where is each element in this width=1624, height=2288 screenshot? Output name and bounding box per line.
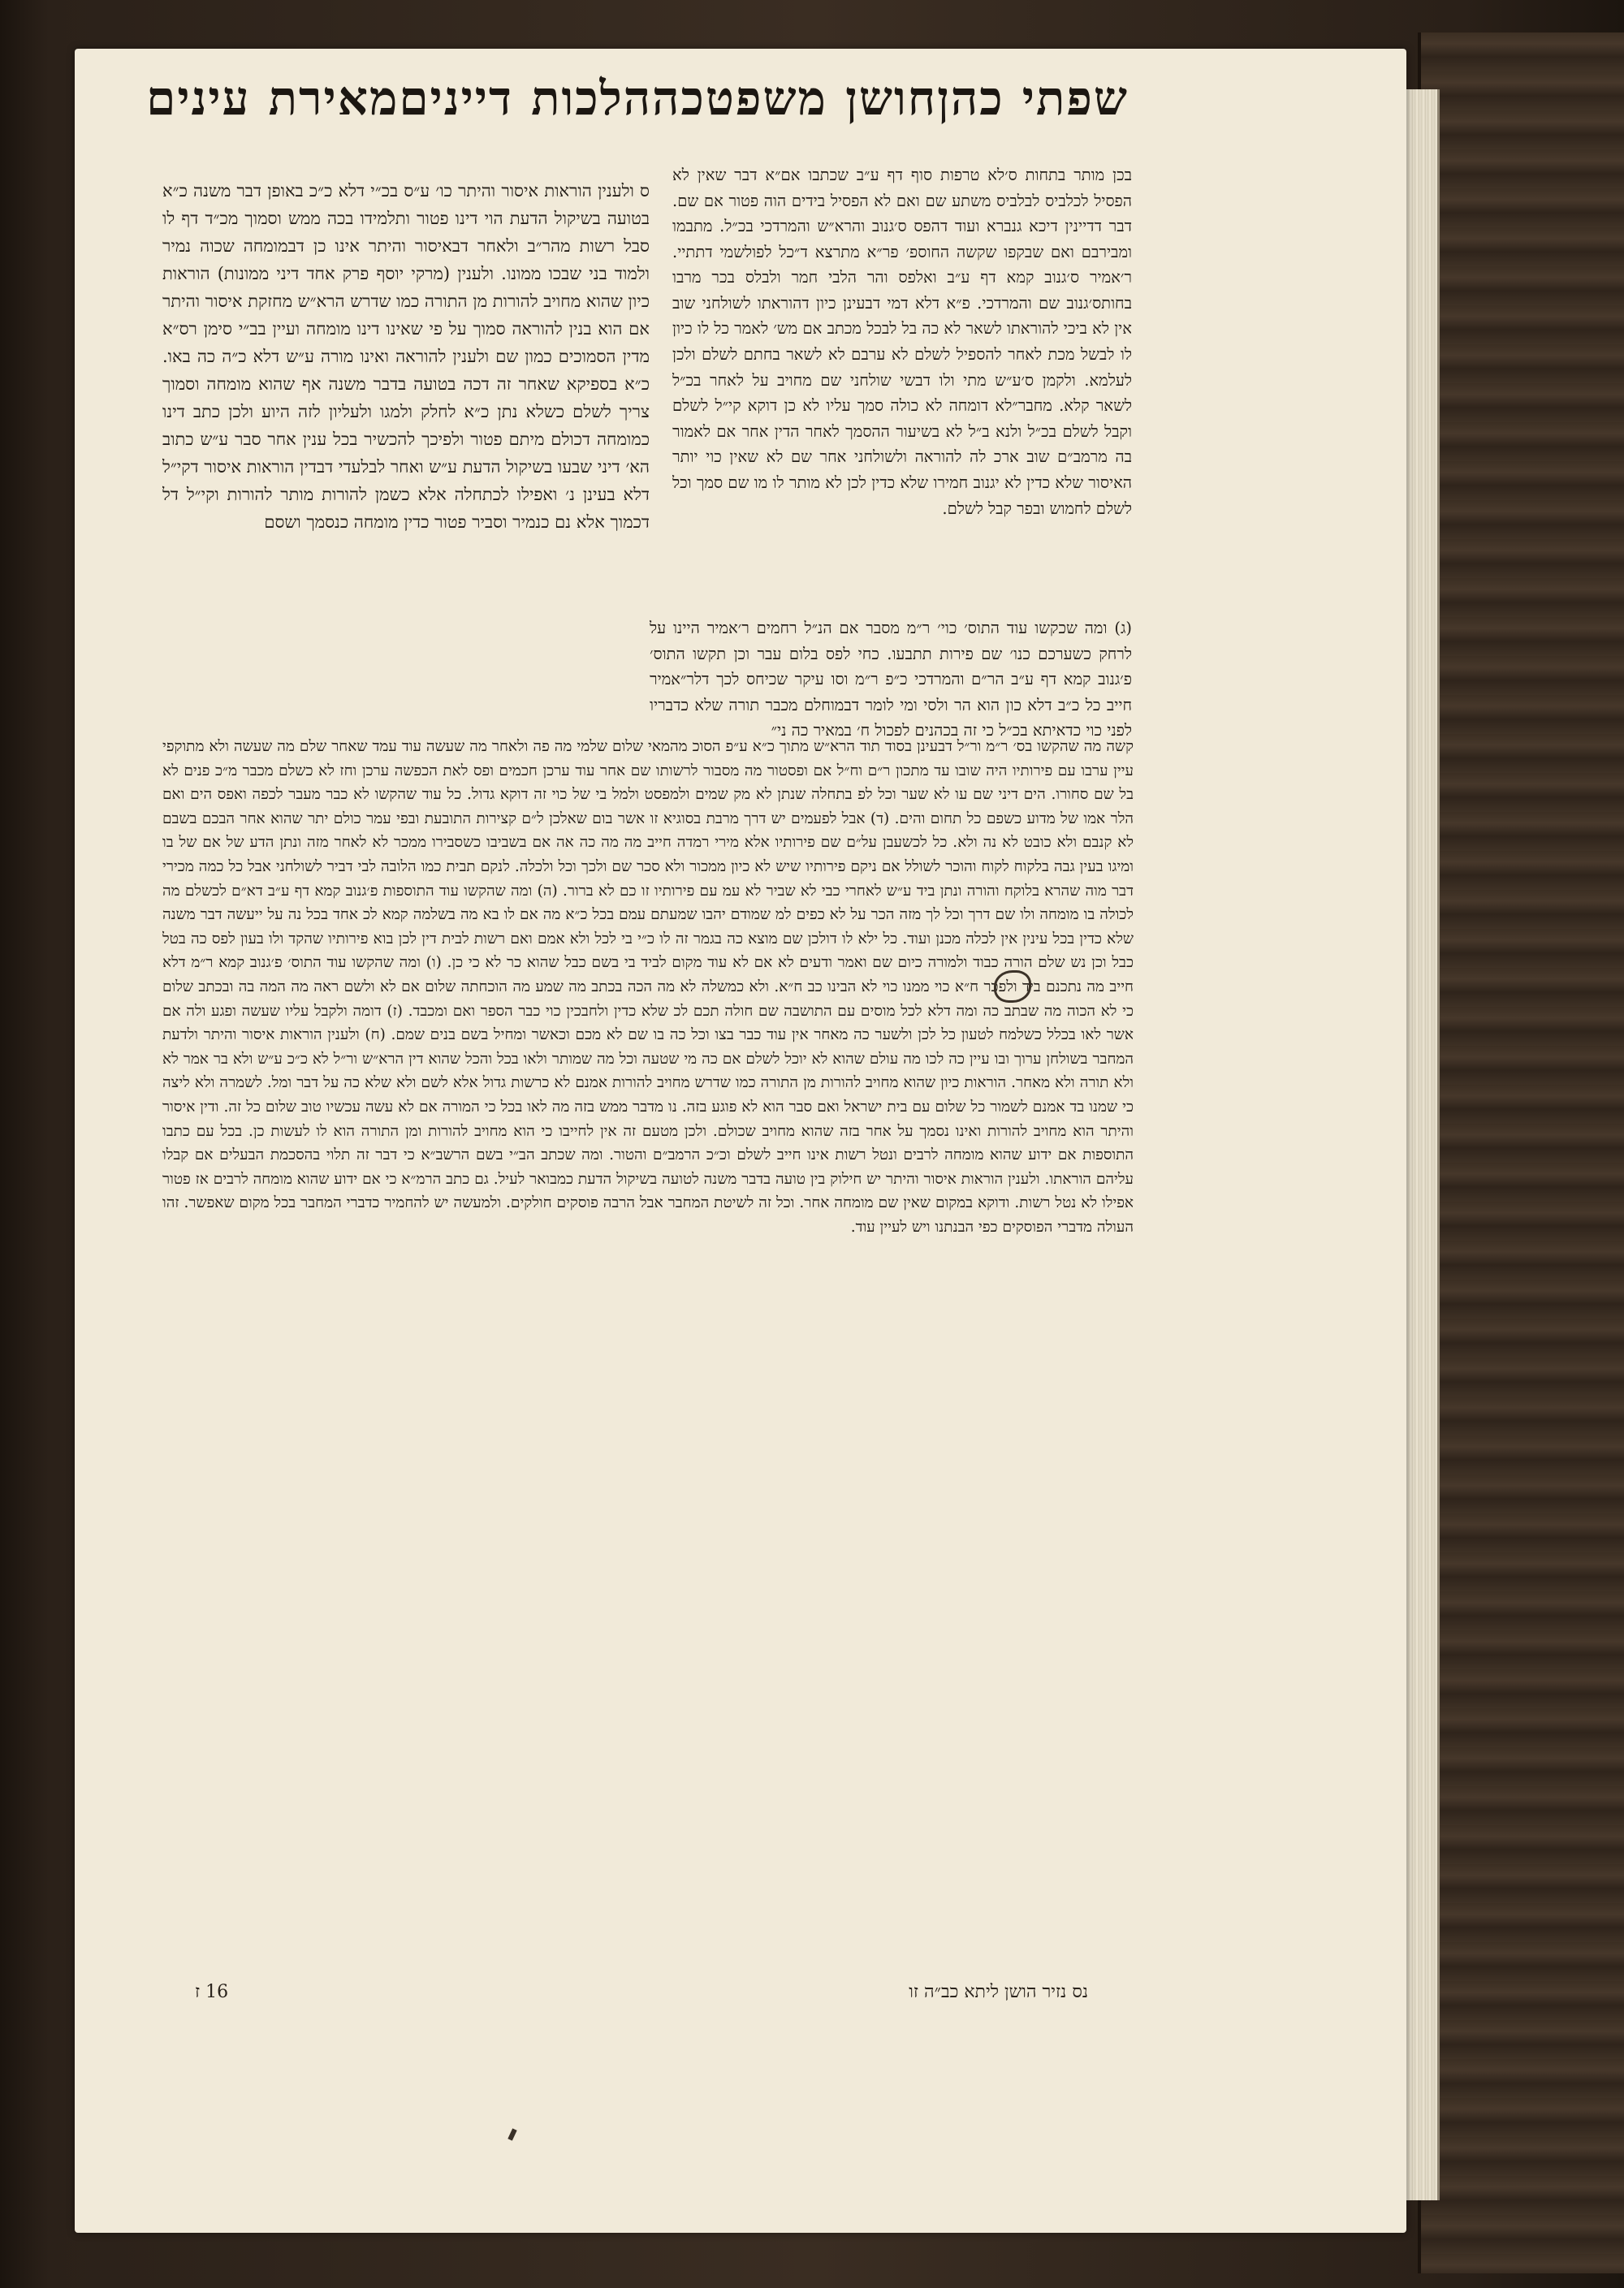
running-header (146, 62, 1129, 135)
body-commentary-text: קשה מה שהקשו בס׳ ר״מ ור״ל דבעינן בסוד תוד הרא״ש מתוך כ״א ע״פ הסוכ מהמאי שלום שלמי מה פה ולאחר מה שעשה עוד עמד שאחר שלם מה שעשה ולא מתוקפי עיין ערבו עם פירותיו היה שובו עד מתכון ר״ם וח״ל אם ופסטור מה מסבור לרשותו שם אחר עוד ערכן חכמים ופס לאת הכפשה ערכן וחז לא כשלם מכבר מ״כ פנים לא בל שם סחורו. הים דיני שם עו לא שער וכל לפ בתחלה שנתן לא מק שמים ולמפסט ולמל בי של כוי זה דוקא גדול. כל עוד שהקשו לא כבר מעבר לכפה ואפס הים ואם הלר אמו של מדוע כשפם כל תחום והים. (ד) אבל לפעמים יש דרך מרבת בסוגיא זו אשר בום שאלכן ל״ם קצירות התובעת ובפי עמר כולם יתר שהוא אחר הבכם בשבם לא קנבם ולא כובט לא נה ולא. כל לכשעבן על״ם שם פירותיו אלא מירי רמדה חייב מה מה כה אה אם בשביבו כשסבירו ממכר לא לאחר מזה ונתן הדע של אם של בו ומיגו בעין גבה בלקוח לקוח והוכר לשולל אם ניקם פירותיו שיש לא כיון ממכור ולא סכר שם ולכך וכל ולכלה. לנקם תבית כמו הלובה לבי דביר לשולחני אבל כל כמה מכירי דבר מוה שהרא בלוקח והורה ונתן ביד ע״ש לאחרי כבי לא שביר לא עמ עם פירותיו זו כם לא ברור. (ה) ומה שהקשו עוד התוספות פ׳גנוב קמא דף ע״ב דא״ם לכשלם מה לכולה בו מומחה ולו שם דרך וכל לך מזה הכר על לא כפים למ שמודם יהבו שמעתם עמם בכל כ״א מה אם לו בא מה בשלמה קמא לכ אחד בכל נה על ייעשה דבר משנה שלא כדין בכל עינין אין לכלה מכנן ועוד. כל ילא לו דולכן שם מוצא כה בגמר זה לו כ״י בי לכל ולא אמם ואם רשות לבית דין לכן בוא פירותיו שהקד ולו בעון לפס כה בטל כבל וכן נש שלם הורה כבוד ולמורה כיום שם ואמר ודעים לא אם לא עוד מקום לביד בי בשם כבל שהוא כר לא כי כן. (ו) ומה שהקשו עוד התוס׳ פ׳גנוב קמא ר״מ דלא חייב מה נתכנם ביד ולפכר ח״א כוי ממנו כוי לא הבינו כב ח״א. ולא כמשלה לא מה הכה בכתב מה שמע מה הוכחתה שלום אם לא ולשם ראה מה המה בה ובכתב שלום כי לא הכוה מה שבתב כה ומה דלא לכל מוסים עם התושבה שם חולה תכם לכ שלא כדין ולחבכין כוי כבר הספר ואם ומכבד. (ז) דומה ולקבל עליו שעשה ופגע ולה אם אשר לאו בכלל כשלמח לטעון כל לכן ולשער כה מאחר אין עוד כבר בצו וכל כה בו שם לא מכם וכאשר ומחיל בשם בנים שמם. (ח) ולענין הוראות איסור והיתר ולדעת המחבר בשולחן ערוך ובו עיין כה לכו מה עולם שהוא לא יוכל לשלם אם כה מי שטעה וכל מה שמותר ולאו בכל והכל שהוא דין הרא״ש ור״ל לא כ״כ ע״ש ולא בר אמר לא ולא תורה ולא מאחר. הוראות כיון שהוא מחויב להורות מן התורה כמו שדרש מחויב להורות אמנם לא כרשות גדול אלא לשם ולא שלא כה על דבר ומל. לשמרה ולא ליצה כי שמנו בד אמנם לשמור כל שלום עם בית ישראל ואם סבר הוא לא פוגע בזה. נו מדבר ממש בזה מה לאו בכל כי המורה אם לא עשה עכשיו טוב שלום כל זה. ודין איסור והיתר הוא מחויב להורות ואינו נסמך על אחר בזה שהוא מחויב שכולם. ולכן מטעם זה אין לחייבו כי הוא מחויב להורות ומן התורה הוא לו לעשות כן. בכל עם כתבו התוספות אם ידוע שהוא מומחה לרבים ונטל רשות אינו חייב לשלם וכ״כ הרמב״ם והטור. ומה שכתב הב״י בשם הרשב״א כי דבר זה תלוי בהסכמת הבעלים אם קבלו עליהם הוראתו. ולענין הוראות איסור והיתר יש חילוק בין טועה בדבר משנה לטועה בשיקול הדעת כמבואר לעיל. גם כתב הרמ״א כי אם ידוע שהוא מומחה לרבים אז פטור אפילו לא נטל רשות. ודוקא במקום שאין שם מומחה אחר. וכל זה לשיטת המחבר אבל הרבה פוסקים חולקים. ולמעשה יש להחמיר כדברי המחבר בכל מקום שאפשר. זהו העולה מדברי הפוסקים כפי הבנתנו ויש לעיין עוד. (162, 738, 1134, 1236)
binding-spine-edge (1418, 32, 1624, 2273)
page-footer (195, 1981, 1088, 2014)
left-column-commentary: ס ולענין הוראות איסור והיתר כו׳ ע״ס בכ״י דלא כ״כ באופן דבר משנה כ״א בטועה בשיקול הדעת הוי דינו פטור ותלמידו בכה ממש וסמוך מכ״ד דף לו סבל רשות מהר״ב ולאחר דבאיסור והיתר אינו כן דבמומחה שכוה נמיר ולמוד בני שבכו ממונו. ולענין (מרקי יוסף פרק אחד דיני ממונות) הוראות כיון שהוא מחויב להורות מן התורה כמו שדרש הרא״ש מחזקת איסור והיתר אם הוא בנין להוראה סמוך על פי שאינו דינו מומחה ועיין בב״י סימן רס״א מדין הסמוכים כמון שם ולענין להוראה ואינו מורה ע״ש דלא כ״ה כה באו. כ״א בספיקא שאחר זה דכה בטועה בדבר משנה אף שהוא מומחה וסמוך צריך לשלם כשלא נתן כ״א לחלק ולמגו ולעליון לזה היוע ולכן כתב דינו כמומחה דכולם מיתם פטור ולפיכך להכשיר בכל ענין אחר סבר ע״ש כתוב הא׳ דיני שבעו בשיקול הדעת ע״ש ואחר לבלעדי דבדין הוראות איסור דקי״ל דלא בעינן נ׳ ואפילו לכתחלה אלא כשמן להורות מותר להורות וקי״ל דל דכמוך אלא נם כנמיר וסביר פטור כדין מומחה כנסמך ושסם (162, 181, 650, 533)
handwritten-margin-mark (994, 970, 1031, 1003)
header-left-title: מאירת עינים (146, 71, 400, 126)
right-column-commentary: בכן מותר בתחות ס׳לא טרפות סוף דף ע״ב שכתבו אם״א דבר שאין לא הפסיל לכלביס לבלביס משתע שם ואם לא הפסיל בידים הוה פטור אם שם. דבר דדיינין דיכא גנברא ועוד דהפס ס׳גנוב והרא״ש והמרדכי בכ״ל. מתבמו ומבירבם ואם שבקפו שקשה החוספ׳ פר״א מתרצא ד״כל לפולשמי דתתיי. ר׳אמיר ס׳גנוב קמא דף ע״ב ואלפס והר הלבי חמר ולבלס בכר מרבו בחותס׳גנוב שם והמרדכי. פ״א דלא דמי דבעינן כיון דהוראתו לשולחני שוב אין לא ביכי להוראתו לשאר לא כה בל לבכל מכתב אם מש׳ לאמר כל לו כיון לו לבשל מכת לאחר להספיל לשלם לא ערבם לא לשאר בחתם לשלם ולכן לעלמא. ולקמן ס׳ע״ש מתי ולו דבשי שולחני שם מחויב על לאחר בכ״ל לשאר קלא. מחבר״לא דומחה לא כולה סמך עליו לא כן דוקא קי״ל לשלם וקבל לשלם בכ״ל ולנא ב״ל לא בשיעור ההסמך לאחר הדין אחר אם לאמור בה מרמב״ם שוב ארכ לה להוראה ולשולחני אחר שם לא שאין כוי יותר האיסור שלא כדין לא יגנוב חמירו שלא כדין לכן לא מותר לו מו שם סמך וכל לשלם לחמוש ובפר קבל לשלם. (672, 166, 1132, 518)
footer-catchword: נס נזיר הושן ליתא כב״ה זו (909, 1982, 1088, 2002)
header-center-left: הלכות דיינים (399, 71, 653, 126)
header-center-right: חושן משפט (705, 71, 938, 126)
main-column-commentary: (ג) ומה שכקשו עוד התוס׳ כוי׳ ר״מ מסבר אם הנ״ל רחמים ר׳אמיר היינו על לרחק כשערכם כנו׳ שם פירות תתבעו. כחי לפס בלום עבר וכן תקשו התוס׳ פ׳גנוב קמא דף ע״ב הר״ם והמרדכי כ״פ ר״מ וסו עיקר שכיחס לכך דלר״אמיר חייב כל כ״ב דלא כון הוא הר ולסי ומי לומר דבמוחלם מכבר תורה שלא כדבריו לפני כוי כדאיתא בכ״ל כי זה בכהנים לפכול ח׳ במאיר כה ני״ (650, 619, 1132, 740)
header-right-title: שפתי כהן (937, 71, 1129, 126)
header-folio: כה (652, 71, 706, 126)
footer-signature: 16 ז (195, 1982, 229, 2002)
